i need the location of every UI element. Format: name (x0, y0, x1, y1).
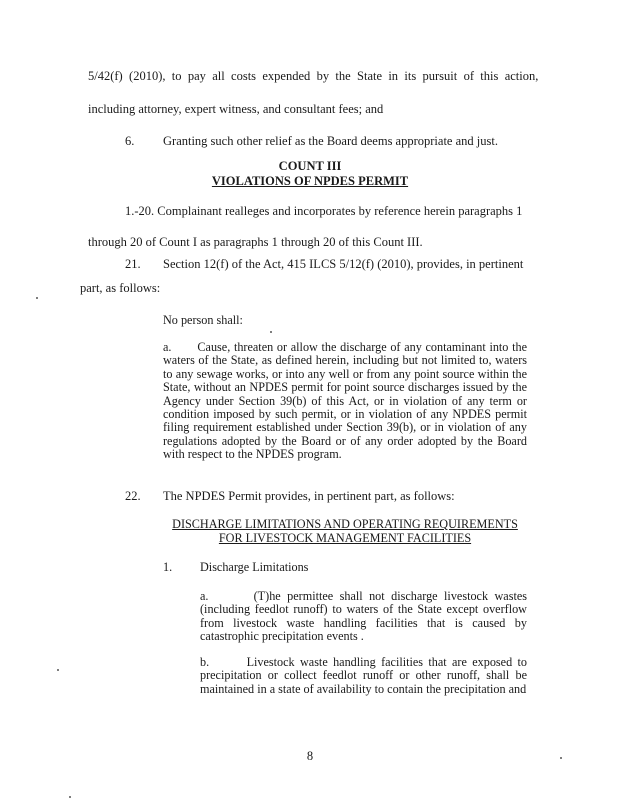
scan-speck (57, 669, 59, 671)
quote-intro: No person shall: (163, 313, 243, 327)
statute-quote-a: a. Cause, threaten or allow the discharge of any contaminant into the waters of the State, as defined herein, including but not limited to, waters to any sewage works, or into any well or from any point source within the State, without an NPDES permit for point source discharges issued by the Agency under Section 39(b) of this Act, or in violation of any term or condition imposed by such permit, or in violation of any NPDES permit filing requirement established under Section 39(b), or in violation of any regulations adopted by the Board or of any order adopted by the Board with respect to the NPDES program. (163, 340, 527, 462)
paragraph-21-text: Section 12(f) of the Act, 415 ILCS 5/12(f) (2010), provides, in pertinent (163, 257, 524, 271)
permit-heading-line-2: FOR LIVESTOCK MANAGEMENT FACILITIES (218, 531, 472, 545)
limitation-item-a: a. (T)he permittee shall not discharge livestock wastes (including feedlot runoff) to waters of the State except overflow from livestock waste handling facilities that is caused by catastrophic precipitation events . (200, 589, 527, 644)
body-line-1: 5/42(f) (2010), to pay all costs expended by the State in its pursuit of this action, (88, 69, 539, 83)
paragraph-21-number: 21. (125, 257, 141, 271)
paragraph-1-20-continued: through 20 of Count I as paragraphs 1 through 20 of this Count III. (88, 235, 423, 249)
count-title: COUNT III (278, 159, 342, 173)
item-6-number: 6. (125, 134, 135, 148)
count-subtitle: VIOLATIONS OF NPDES PERMIT (211, 174, 409, 188)
scan-speck (69, 796, 71, 798)
section-1-number: 1. (163, 560, 173, 574)
section-1-title: Discharge Limitations (200, 560, 309, 574)
limitation-item-b: b. Livestock waste handling facilities that are exposed to precipitation or collect feedlot runoff or other runoff, shall be maintained in a state of availability to contain the precipitation and (200, 655, 527, 696)
paragraph-1-20-start: 1.-20. Complainant realleges and incorporates by reference herein paragraphs 1 (125, 204, 523, 218)
body-line-2: including attorney, expert witness, and consultant fees; and (88, 102, 384, 116)
scan-speck (36, 297, 38, 299)
item-6-text: Granting such other relief as the Board deems appropriate and just. (163, 134, 498, 148)
scan-speck (560, 757, 562, 759)
paragraph-22-text: The NPDES Permit provides, in pertinent part, as follows: (163, 489, 455, 503)
paragraph-21-continued: part, as follows: (80, 281, 161, 295)
scan-speck (270, 331, 272, 333)
paragraph-22-number: 22. (125, 489, 141, 503)
permit-heading-line-1: DISCHARGE LIMITATIONS AND OPERATING REQUIREMENTS (172, 517, 518, 531)
page-number: 8 (306, 749, 314, 763)
